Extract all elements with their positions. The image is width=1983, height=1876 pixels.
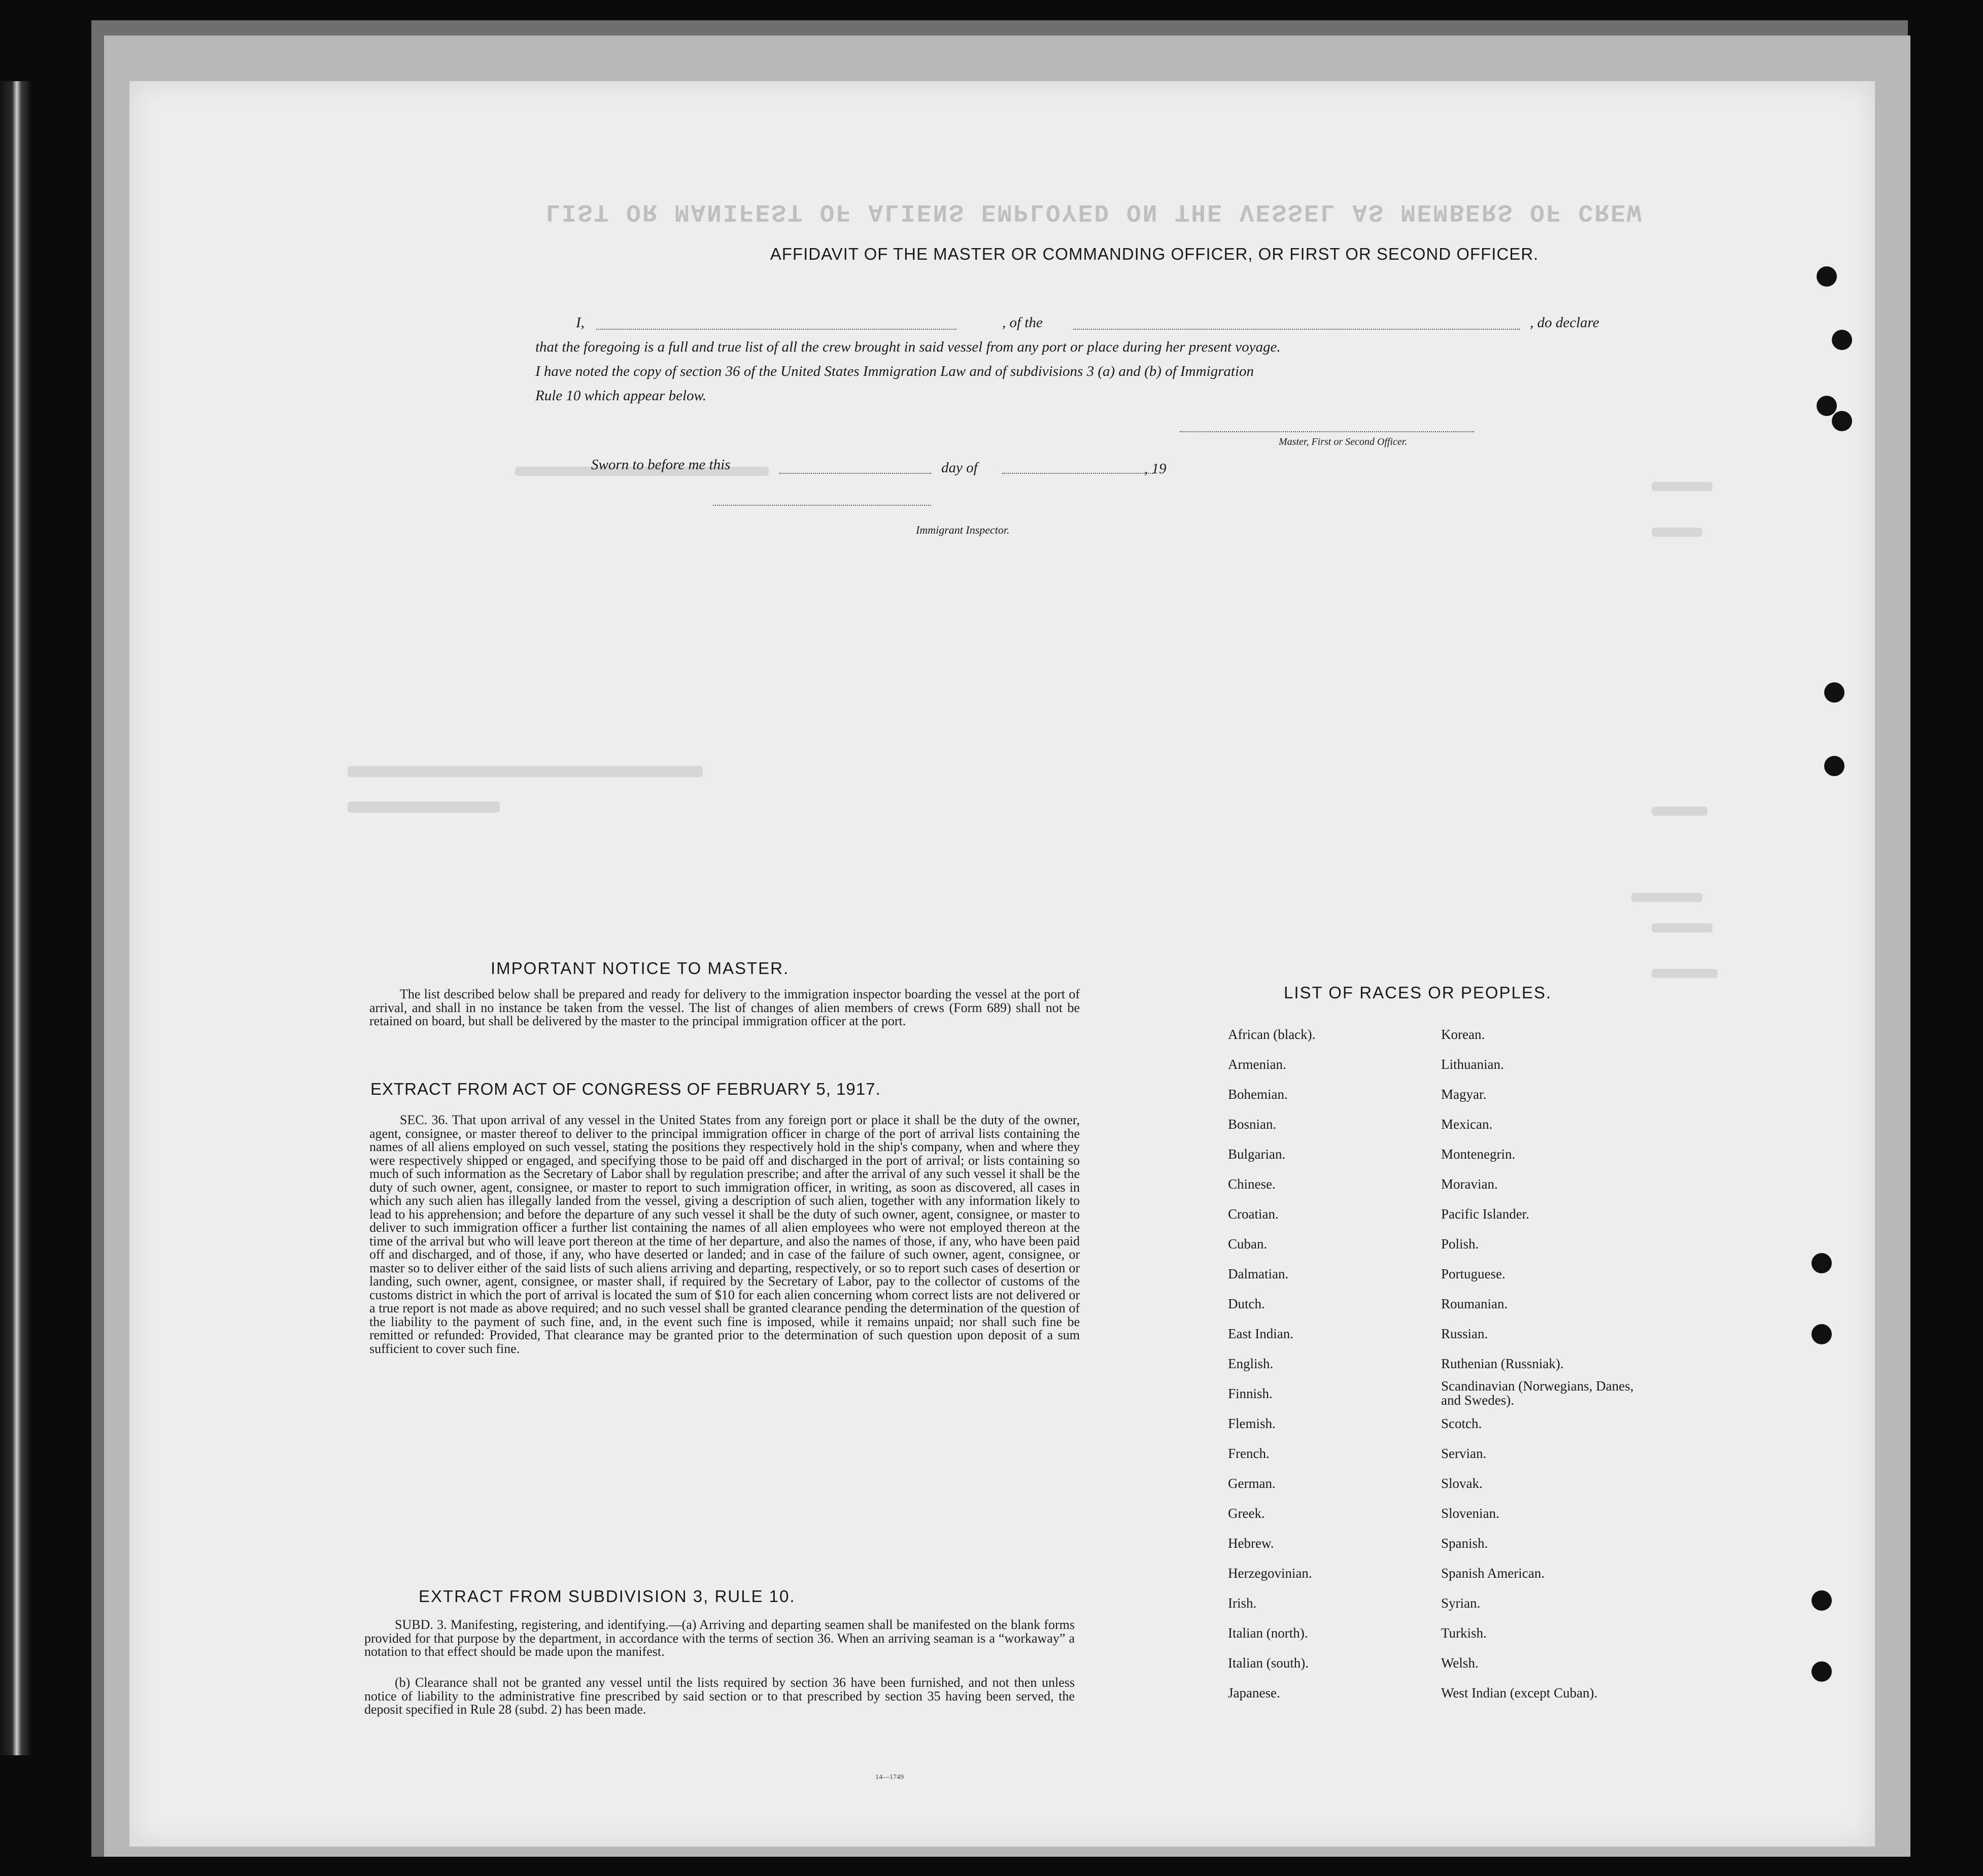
race-item: Flemish. bbox=[1228, 1416, 1276, 1431]
race-item: Portuguese. bbox=[1441, 1266, 1506, 1281]
race-item: Mexican. bbox=[1441, 1117, 1493, 1132]
affidavit-of-the: , of the bbox=[1002, 315, 1043, 331]
affidavit-i: I, bbox=[576, 315, 585, 331]
punch-hole bbox=[1811, 1590, 1832, 1611]
document-page bbox=[129, 81, 1875, 1847]
race-item: Spanish. bbox=[1441, 1536, 1488, 1551]
punch-hole bbox=[1824, 756, 1844, 776]
race-item: Lithuanian. bbox=[1441, 1057, 1504, 1072]
ink-mark bbox=[348, 766, 703, 777]
affidavit-title: AFFIDAVIT OF THE MASTER OR COMMANDING OFFICER, OR FIRST OR SECOND OFFICER. bbox=[770, 245, 1539, 263]
race-item: French. bbox=[1228, 1446, 1270, 1461]
ink-mark bbox=[1652, 969, 1718, 978]
races-left-column bbox=[1228, 1020, 1315, 1708]
ink-mark bbox=[1652, 923, 1713, 932]
race-item: Welsh. bbox=[1441, 1655, 1479, 1671]
race-item: Finnish. bbox=[1228, 1386, 1273, 1401]
punch-hole bbox=[1832, 411, 1852, 431]
extract-rule-body-a: SUBD. 3. Manifesting, registering, and identifying.—(a) Arriving and departing seamen shall be manifested on the blank forms provided for that purpose by the department, in accordance with the terms of section 36. When an arriving seaman is a “workaway” a notation to that effect should be made upon the manifest. bbox=[364, 1617, 1075, 1659]
race-item: Turkish. bbox=[1441, 1625, 1487, 1641]
race-item: Italian (south). bbox=[1228, 1655, 1309, 1671]
punch-hole bbox=[1817, 396, 1837, 416]
race-item: Bosnian. bbox=[1228, 1117, 1277, 1132]
race-item: Korean. bbox=[1441, 1027, 1485, 1042]
race-item: Herzegovinian. bbox=[1228, 1566, 1312, 1581]
notice-body: The list described below shall be prepared and ready for delivery to the immigration inspector boarding the vessel at the port of arrival, and shall in no instance be taken from the vessel. The list of changes of alien members of crews (Form 689) shall not be retained on board, but shall be delivered by the master to the principal immigration officer at the port. bbox=[369, 987, 1080, 1028]
extract-rule-title: EXTRACT FROM SUBDIVISION 3, RULE 10. bbox=[419, 1587, 796, 1606]
sworn-month-blank bbox=[1002, 473, 1154, 474]
ink-mark bbox=[1652, 807, 1707, 816]
race-item: Moravian. bbox=[1441, 1176, 1498, 1192]
year-text: , 19 bbox=[1144, 461, 1167, 477]
affidavit-line2: that the foregoing is a full and true list of all the crew brought in said vessel from any port or place during her present voyage. bbox=[535, 339, 1281, 355]
race-item: Montenegrin. bbox=[1441, 1147, 1516, 1162]
race-item: German. bbox=[1228, 1476, 1276, 1491]
race-item: Armenian. bbox=[1228, 1057, 1286, 1072]
race-item: Dalmatian. bbox=[1228, 1266, 1289, 1281]
race-item: Magyar. bbox=[1441, 1087, 1487, 1102]
punch-hole bbox=[1811, 1661, 1832, 1682]
race-item: Irish. bbox=[1228, 1595, 1257, 1611]
master-signature-line bbox=[1180, 431, 1474, 432]
punch-hole bbox=[1811, 1253, 1832, 1273]
master-label: Master, First or Second Officer. bbox=[1279, 436, 1408, 447]
race-item: Dutch. bbox=[1228, 1296, 1265, 1311]
race-item: Polish. bbox=[1441, 1236, 1479, 1252]
ink-mark bbox=[1652, 528, 1702, 537]
affidavit-line3: I have noted the copy of section 36 of the United States Immigration Law and of subdivisions 3 (a) and (b) of Immigration bbox=[535, 363, 1254, 379]
notice-title: IMPORTANT NOTICE TO MASTER. bbox=[491, 959, 790, 978]
races-right-column bbox=[1441, 1020, 1654, 1708]
race-item: Scotch. bbox=[1441, 1416, 1482, 1431]
race-item: Roumanian. bbox=[1441, 1296, 1508, 1311]
race-item: Spanish American. bbox=[1441, 1566, 1545, 1581]
race-item: Croatian. bbox=[1228, 1206, 1279, 1222]
race-item: Hebrew. bbox=[1228, 1536, 1274, 1551]
race-item: Slovak. bbox=[1441, 1476, 1483, 1491]
day-of-text: day of bbox=[941, 460, 978, 476]
sworn-day-blank bbox=[779, 473, 931, 474]
race-item: Russian. bbox=[1441, 1326, 1488, 1341]
extract-act-body: SEC. 36. That upon arrival of any vessel in the United States from any foreign port or place it shall be the duty of the owner, agent, consignee, or master thereof to deliver to the principal immigration officer in charge of the port of arrival lists containing the names of all aliens employed on such vessel, stating the positions they respectively hold in the ship's company, when and where they were respectively shipped or engaged, and specifying those to be paid off and discharged in the port of arrival; or lists containing so much of such information as the Secretary of Labor shall by regulation prescribe; and after the arrival of any such vessel it shall be the duty of such owner, agent, consignee, or master to report to such immigration officer, in writing, as soon as discovered, all cases in which any such alien has illegally landed from the vessel, giving a description of such alien, together with any information likely to lead to his apprehension; and before the departure of any such vessel it shall be the duty of such owner, agent, consignee, or master to deliver to such immigration officer a further list containing the names of all alien employees who were not employed thereon at the time of the arrival but who will leave port thereon at the time of her departure, and also the names of those, if any, who have been paid off and discharged, and of those, if any, who have deserted or landed; and in case of the failure of such owner, agent, consignee, or master so to deliver either of the said lists of such aliens arriving and departing, respectively, or so to report such cases of desertion or landing, such owner, agent, consignee, or master shall, if required by the Secretary of Labor, pay to the collector of customs of the customs district in which the port of arrival is located the sum of $10 for each alien concerning whom correct lists are not delivered or a true report is not made as above required; and no such vessel shall be granted clearance pending the determination of the question of the liability to the payment of such fine, and, in the event such fine is imposed, while it remains unpaid; nor shall such fine be remitted or refunded: Provided, That clearance may be granted prior to the determination of such question upon deposit of a sum sufficient to cover such fine. bbox=[369, 1113, 1080, 1356]
name-blank bbox=[596, 329, 956, 330]
inspector-signature-line bbox=[713, 505, 931, 506]
extract-act-title: EXTRACT FROM ACT OF CONGRESS OF FEBRUARY 5, 1917. bbox=[370, 1080, 881, 1098]
inspector-label: Immigrant Inspector. bbox=[916, 524, 1010, 536]
race-item: English. bbox=[1228, 1356, 1274, 1371]
bleed-through-heading: LIST OR MANIFEST OF ALIENS EMPLOYED ON THE VESSEL AS MEMBERS OF CREW bbox=[545, 198, 1643, 225]
punch-hole bbox=[1824, 682, 1844, 703]
race-item: Bulgarian. bbox=[1228, 1147, 1286, 1162]
ink-mark bbox=[1652, 482, 1713, 491]
race-item: Scandinavian (Norwegians, Danes, and Swedes). bbox=[1441, 1378, 1634, 1408]
form-number: 14—1749 bbox=[875, 1774, 904, 1781]
race-item: Bohemian. bbox=[1228, 1087, 1288, 1102]
race-item: Servian. bbox=[1441, 1446, 1487, 1461]
race-item: Syrian. bbox=[1441, 1595, 1481, 1611]
vessel-blank bbox=[1073, 329, 1520, 330]
race-item: Slovenian. bbox=[1441, 1506, 1499, 1521]
scan-edge bbox=[0, 81, 30, 1755]
race-item: Cuban. bbox=[1228, 1236, 1268, 1252]
race-item: Italian (north). bbox=[1228, 1625, 1308, 1641]
race-item: West Indian (except Cuban). bbox=[1441, 1685, 1598, 1700]
race-item: Ruthenian (Russniak). bbox=[1441, 1356, 1564, 1371]
affidavit-line4: Rule 10 which appear below. bbox=[535, 388, 706, 404]
ink-mark bbox=[1631, 893, 1702, 902]
extract-rule-body-b: (b) Clearance shall not be granted any vessel until the lists required by section 36 have been furnished, and not then unless notice of liability to the administrative fine prescribed by said section or to that prescribed by section 35 having been served, the deposit specified in Rule 28 (subd. 2) has been made. bbox=[364, 1675, 1075, 1717]
race-item: Pacific Islander. bbox=[1441, 1206, 1529, 1222]
race-item: African (black). bbox=[1228, 1027, 1316, 1042]
sworn-text: Sworn to before me this bbox=[591, 457, 731, 473]
race-item: Greek. bbox=[1228, 1506, 1265, 1521]
race-item: Japanese. bbox=[1228, 1685, 1280, 1700]
race-item: Chinese. bbox=[1228, 1176, 1276, 1192]
punch-hole bbox=[1811, 1324, 1832, 1344]
races-title: LIST OF RACES OR PEOPLES. bbox=[1284, 983, 1552, 1002]
ink-mark bbox=[348, 802, 500, 813]
punch-hole bbox=[1817, 266, 1837, 287]
race-item: East Indian. bbox=[1228, 1326, 1293, 1341]
affidavit-declare: , do declare bbox=[1530, 315, 1599, 331]
punch-hole bbox=[1832, 330, 1852, 350]
